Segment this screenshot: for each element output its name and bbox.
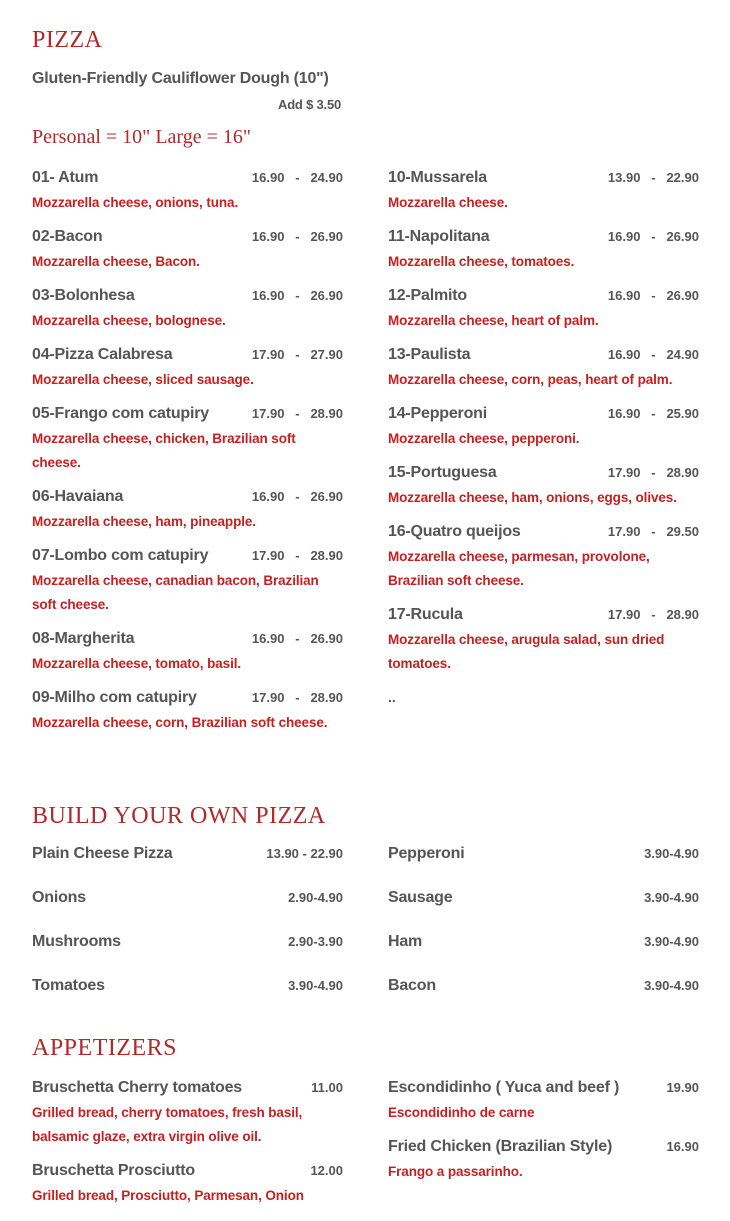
item-price: 16.90 - 26.90 [251,631,343,646]
topping-name: Bacon [388,977,436,994]
item-name: 02-Bacon [32,228,103,245]
item-name: 16-Quatro queijos [388,523,521,540]
menu-item [32,287,343,333]
item-name: 01- Atum [32,169,99,186]
menu-item [32,547,343,617]
topping-name: Plain Cheese Pizza [32,845,173,862]
item-price: 17.90 - 29.50 [607,524,699,539]
item-description: Grilled bread, cherry tomatoes, fresh basil, balsamic glaze, extra virgin olive oil. [32,1105,303,1144]
item-name: Fried Chicken (Brazilian Style) [388,1138,613,1155]
item-description: Mozzarella cheese, ham, pineapple. [32,514,256,529]
item-description: Mozzarella cheese, ham, onions, eggs, olives. [388,490,677,505]
item-description: Mozzarella cheese, bolognese. [32,313,226,328]
topping-name: Ham [388,933,423,950]
item-price: 17.90 - 28.90 [607,607,699,622]
topping-price: 2.90-4.90 [288,890,343,905]
pizza-sizes-note: Personal = 10" Large = 16" [32,126,252,148]
appetizers-list-right [388,1079,699,1197]
menu-item [32,169,343,215]
item-price: 16.90 - 24.90 [251,170,343,185]
item-name: 17-Rucula [388,606,463,623]
item-price: 16.90 - 26.90 [607,229,699,244]
item-price: 19.90 [666,1080,699,1095]
byo-section-title: BUILD YOUR OWN PIZZA [32,803,326,829]
item-description: Mozzarella cheese, tomato, basil. [32,656,242,671]
item-name: 14-Pepperoni [388,405,487,422]
menu-item [388,464,699,510]
item-description: Frango a passarinho. [388,1164,523,1179]
item-price: 16.90 - 26.90 [251,288,343,303]
menu-item [388,228,699,274]
ellipsis-text: .. [388,689,396,705]
topping-row [32,933,343,977]
byo-list-left [32,845,343,1021]
topping-row [388,933,699,977]
gluten-free-label: Gluten-Friendly Cauliflower Dough (10") [32,70,329,87]
pizza-list-left [32,169,343,748]
item-description: Mozzarella cheese. [388,195,508,210]
menu-item [32,405,343,475]
item-description: Mozzarella cheese, tomatoes. [388,254,575,269]
topping-row [32,977,343,1021]
item-price: 16.90 - 26.90 [251,229,343,244]
pizza-section-title: PIZZA [32,27,103,53]
item-price: 16.90 - 24.90 [607,347,699,362]
item-description: Mozzarella cheese, onions, tuna. [32,195,239,210]
item-name: 11-Napolitana [388,228,490,245]
item-name: 06-Havaiana [32,488,124,505]
item-name: 07-Lombo com catupiry [32,547,209,564]
item-description: Mozzarella cheese, corn, peas, heart of palm. [388,372,673,387]
item-description: Mozzarella cheese, corn, Brazilian soft cheese. [32,715,328,730]
topping-name: Onions [32,889,86,906]
menu-item [388,523,699,593]
item-name: 04-Pizza Calabresa [32,346,173,363]
topping-name: Sausage [388,889,453,906]
topping-row [388,889,699,933]
item-description: Mozzarella cheese, canadian bacon, Brazilian soft cheese. [32,573,319,612]
item-name: 05-Frango com catupiry [32,405,209,422]
item-price: 12.00 [310,1163,343,1178]
item-price: 16.90 [666,1139,699,1154]
item-price: 17.90 - 28.90 [251,406,343,421]
item-price: 13.90 - 22.90 [607,170,699,185]
gluten-free-price: Add $ 3.50 [278,97,342,112]
appetizers-list-left [32,1079,343,1221]
item-name: 15-Portuguesa [388,464,497,481]
appetizers-section-title: APPETIZERS [32,1035,178,1061]
topping-price: 3.90-4.90 [644,890,699,905]
menu-item [388,1138,699,1184]
menu-item [388,405,699,451]
menu-item [32,228,343,274]
menu-item [32,1162,343,1208]
item-name: 09-Milho com catupiry [32,689,197,706]
item-price: 16.90 - 25.90 [607,406,699,421]
topping-row [388,977,699,1021]
item-price: 17.90 - 27.90 [251,347,343,362]
item-name: 08-Margherita [32,630,135,647]
item-description: Mozzarella cheese, sliced sausage. [32,372,254,387]
topping-price: 2.90-3.90 [288,934,343,949]
item-description: Mozzarella cheese, arugula salad, sun dried tomatoes. [388,632,665,671]
menu-item [388,287,699,333]
topping-row [32,845,343,889]
byo-list-right [388,845,699,1021]
item-price: 17.90 - 28.90 [251,548,343,563]
topping-price: 13.90 - 22.90 [266,846,343,861]
item-description: Mozzarella cheese, Bacon. [32,254,200,269]
topping-price: 3.90-4.90 [288,978,343,993]
menu-item [388,606,699,676]
item-price: 11.00 [311,1080,343,1095]
menu-item [32,488,343,534]
item-name: 12-Palmito [388,287,467,304]
item-name: 10-Mussarela [388,169,487,186]
topping-name: Pepperoni [388,845,465,862]
menu-item [388,169,699,215]
topping-price: 3.90-4.90 [644,934,699,949]
item-price: 17.90 - 28.90 [251,690,343,705]
menu-item [32,1079,343,1149]
item-price: 17.90 - 28.90 [607,465,699,480]
item-name: 03-Bolonhesa [32,287,135,304]
item-name: 13-Paulista [388,346,471,363]
item-description: Escondidinho de carne [388,1105,535,1120]
pizza-list-right [388,169,699,705]
topping-row [388,845,699,889]
item-name: Bruschetta Cherry tomatoes [32,1079,242,1096]
item-description: Mozzarella cheese, heart of palm. [388,313,599,328]
menu-item [32,346,343,392]
item-name: Bruschetta Prosciutto [32,1162,195,1179]
menu-item [32,630,343,676]
item-description: Grilled bread, Prosciutto, Parmesan, Onion [32,1188,304,1203]
menu-item [388,1079,699,1125]
item-description: Mozzarella cheese, pepperoni. [388,431,580,446]
item-price: 16.90 - 26.90 [251,489,343,504]
topping-name: Tomatoes [32,977,105,994]
item-description: Mozzarella cheese, parmesan, provolone, Brazilian soft cheese. [388,549,650,588]
topping-row [32,889,343,933]
topping-name: Mushrooms [32,933,121,950]
topping-price: 3.90-4.90 [644,846,699,861]
item-name: Escondidinho ( Yuca and beef ) [388,1079,620,1096]
menu-item [388,346,699,392]
menu-item [32,689,343,735]
item-price: 16.90 - 26.90 [607,288,699,303]
topping-price: 3.90-4.90 [644,978,699,993]
item-description: Mozzarella cheese, chicken, Brazilian soft cheese. [32,431,296,470]
